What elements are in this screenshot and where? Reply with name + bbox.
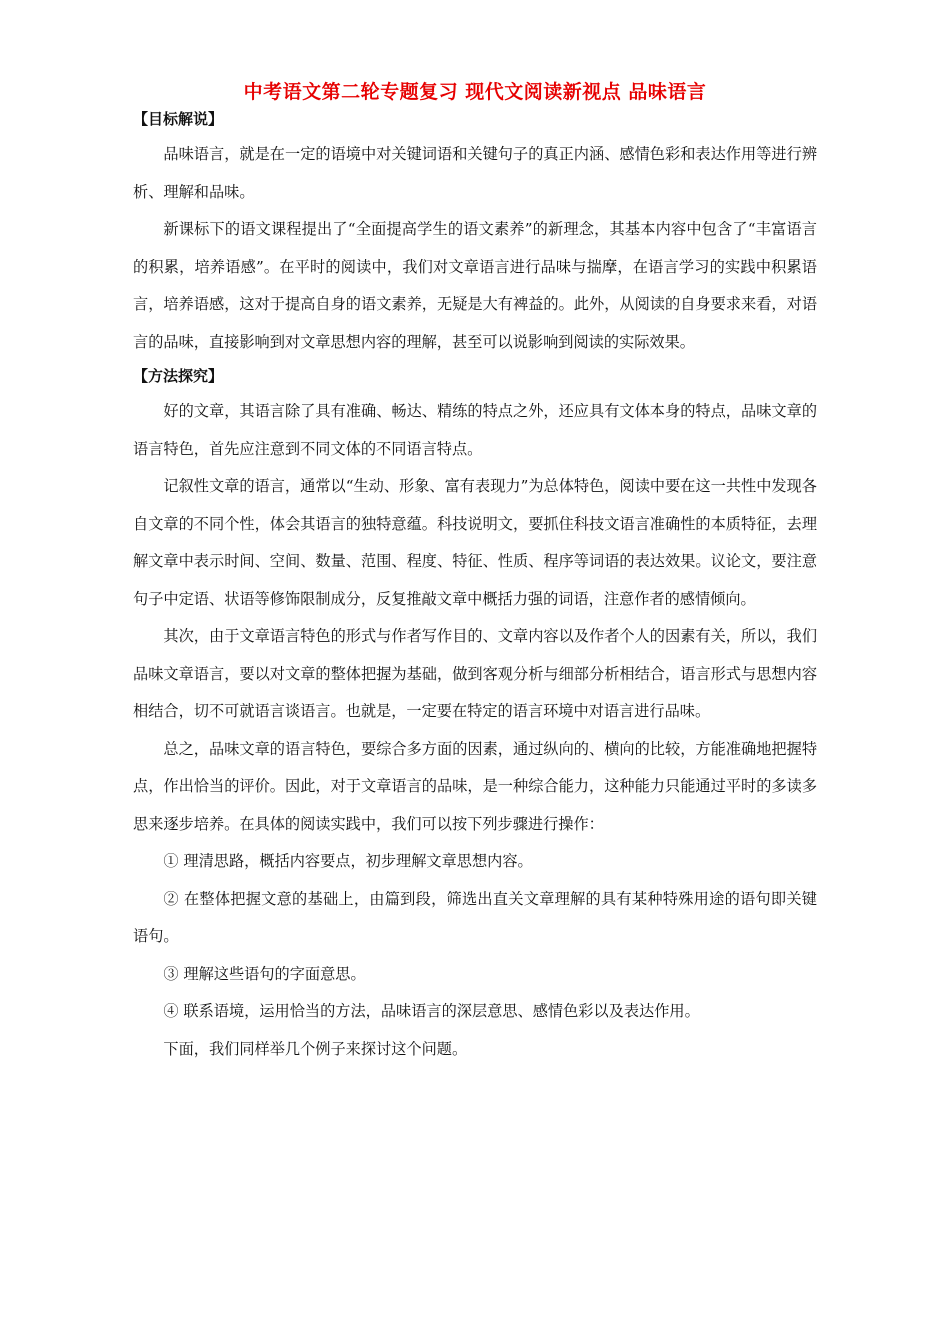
paragraph: 其次，由于文章语言特色的形式与作者写作目的、文章内容以及作者个人的因素有关，所以，我们品味文章语言，要以对文章的整体把握为基础，做到客观分析与细部分析相结合，语言形式与思想内容相结合，切不可就语言谈语言。也就是，一定要在特定的语言环境中对语言进行品味。 [133, 627, 817, 720]
section-heading-goal: 【目标解说】 [133, 110, 224, 128]
paragraph: 新课标下的语文课程提出了“全面提高学生的语文素养”的新理念，其基本内容中包含了“丰富语言的积累，培养语感”。在平时的阅读中，我们对文章语言进行品味与揣摩，在语言学习的实践中积累语言，培养语感，这对于提高自身的语文素养，无疑是大有裨益的。此外，从阅读的自身要求来看，对语言的品味，直接影响到对文章思想内容的理解，甚至可以说影响到阅读的实际效果。 [133, 220, 817, 351]
step-item-3: ③ 理解这些语句的字面意思。 [163, 964, 366, 983]
paragraph: 记叙性文章的语言，通常以“生动、形象、富有表现力”为总体特色，阅读中要在这一共性中发现各自文章的不同个性，体会其语言的独特意蕴。科技说明文，要抓住科技文语言准确性的本质特征，去理解文章中表示时间、空间、数量、范围、程度、特征、性质、程序等词语的表达效果。议论文，要注意句子中定语、状语等修饰限制成分，反复推敲文章中概括力强的词语，注意作者的感情倾向。 [133, 477, 817, 608]
paragraph: 品味语言，就是在一定的语境中对关键词语和关键句子的真正内涵、感情色彩和表达作用等进行辨析、理解和品味。 [133, 145, 817, 201]
section-heading-method: 【方法探究】 [133, 367, 224, 385]
step-item-2: ② 在整体把握文意的基础上，由篇到段，筛选出直关文章理解的具有某种特殊用途的语句即关键语句。 [133, 889, 817, 945]
step-item-1: ① 理清思路，概括内容要点，初步理解文章思想内容。 [163, 852, 533, 870]
paragraph: 总之，品味文章的语言特色，要综合多方面的因素，通过纵向的、横向的比较，方能准确地把握特点，作出恰当的评价。因此，对于文章语言的品味，是一种综合能力，这种能力只能通过平时的多读多思来逐步培养。在具体的阅读实践中，我们可以按下列步骤进行操作： [133, 739, 817, 833]
paragraph: 好的文章，其语言除了具有准确、畅达、精练的特点之外，还应具有文体本身的特点，品味文章的语言特色，首先应注意到不同文体的不同语言特点。 [133, 402, 817, 458]
step-item-4: ④ 联系语境，运用恰当的方法，品味语言的深层意思、感情色彩以及表达作用。 [163, 1002, 700, 1020]
document-page [133, 78, 817, 1068]
document-title: 中考语文第二轮专题复习 现代文阅读新视点 品味语言 [243, 81, 707, 103]
paragraph: 下面，我们同样举几个例子来探讨这个问题。 [163, 1039, 468, 1058]
